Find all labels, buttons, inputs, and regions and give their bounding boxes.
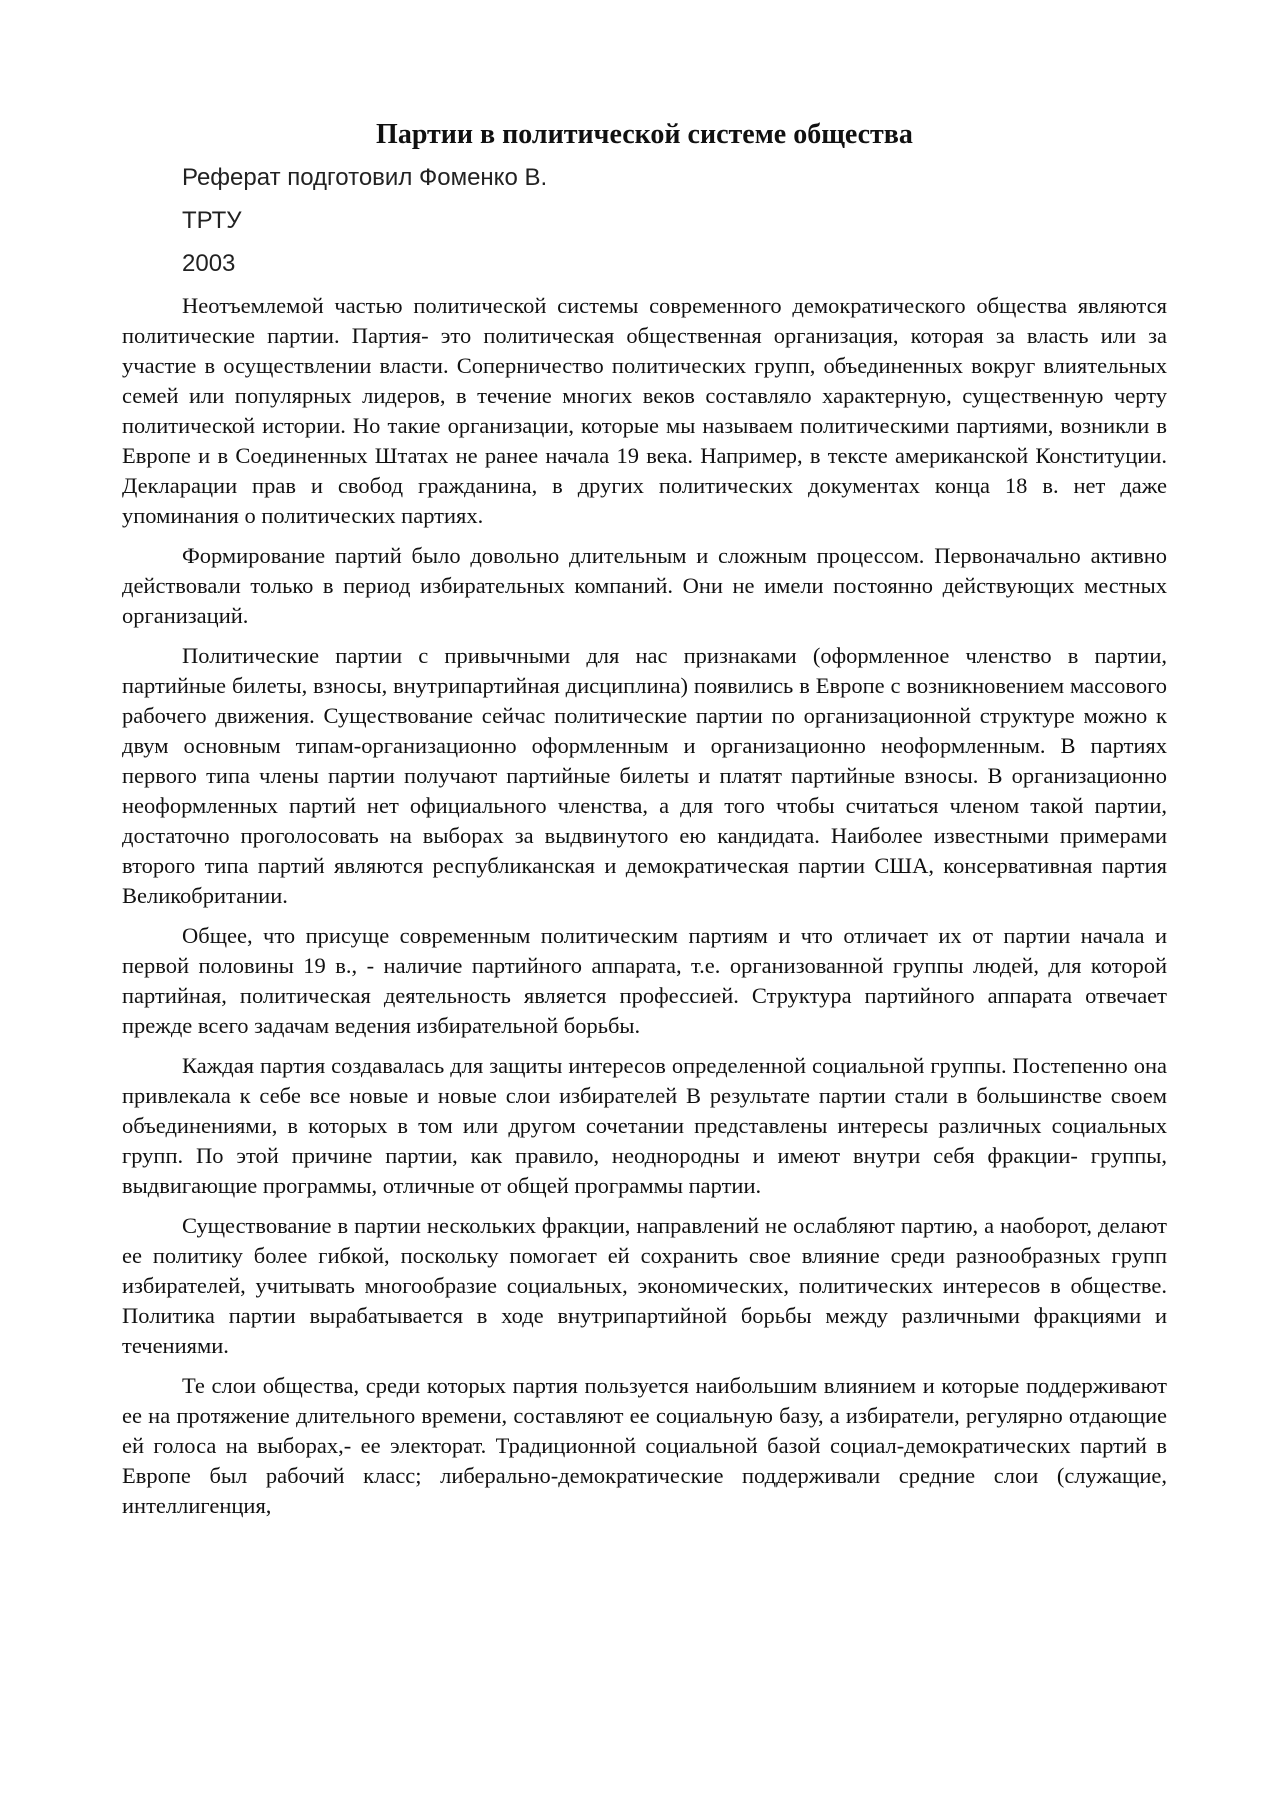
paragraph-7: Те слои общества, среди которых партия пользуется наибольшим влиянием и которые поддерживают ее на протяжение длительного времени, составляют ее социальную базу, а избиратели, регулярно отдающие ей голоса на выборах,- ее электорат. Традиционной социальной базой социал-демократических партий в Европе был рабочий класс; либерально-демократические поддерживали средние слои (служащие, интеллигенция,: [122, 1373, 1167, 1519]
paragraph-3: Политические партии с привычными для нас признаками (оформленное членство в партии, партийные билеты, взносы, внутрипартийная дисциплина) появились в Европе с возникновением массового рабочего движения. Существование сейчас политические партии по организационной структуре можно к двум основным типам-организационно оформленным и организационно неоформленным. В партиях первого типа члены партии получают партийные билеты и платят партийные взносы. В организационно неоформленных партий нет официального членства, а для того чтобы считаться членом такой партии, достаточно проголосовать на выборах за выдвинутого ею кандидата. Наиболее известными примерами второго типа партий являются республиканская и демократическая партии США, консервативная партия Великобритании.: [122, 643, 1167, 909]
author-line: Реферат подготовил Фоменко В.: [182, 163, 548, 191]
year-line: 2003: [182, 250, 236, 278]
paragraph-2: Формирование партий было довольно длительным и сложным процессом. Первоначально активно действовали только в период избирательных компаний. Они не имели постоянно действующих местных организаций.: [122, 543, 1167, 629]
paragraph-1: Неотъемлемой частью политической системы современного демократического общества являются политические партии. Партия- это политическая общественная организация, которая за власть или за участие в осуществлении власти. Соперничество политических групп, объединенных вокруг влиятельных семей или популярных лидеров, в течение многих веков составляло характерную, существенную черту политической истории. Но такие организации, которые мы называем политическими партиями, возникли в Европе и в Соединенных Штатах не ранее начала 19 века. Например, в тексте американской Конституции. Декларации прав и свобод гражданина, в других политических документах конца 18 в. нет даже упоминания о политических партиях.: [122, 293, 1167, 529]
paragraph-5: Каждая партия создавалась для защиты интересов определенной социальной группы. Постепенно она привлекала к себе все новые и новые слои избирателей В результате партии стали в большинстве своем объединениями, в которых в том или другом сочетании представлены интересы различных социальных групп. По этой причине партии, как правило, неоднородны и имеют внутри себя фракции- группы, выдвигающие программы, отличные от общей программы партии.: [122, 1053, 1167, 1199]
paragraph-4: Общее, что присуще современным политическим партиям и что отличает их от партии начала и первой половины 19 в., - наличие партийного аппарата, т.е. организованной группы людей, для которой партийная, политическая деятельность является профессией. Структура партийного аппарата отвечает прежде всего задачам ведения избирательной борьбы.: [122, 923, 1167, 1039]
document-title: Партии в политической системе общества: [376, 119, 913, 150]
institution-line: ТРТУ: [182, 206, 242, 234]
document-body: [122, 116, 1167, 1531]
paragraph-6: Существование в партии нескольких фракции, направлений не ослабляют партию, а наоборот, делают ее политику более гибкой, поскольку помогает ей сохранить свое влияние среди разнообразных групп избирателей, учитывать многообразие социальных, экономических, политических интересов в обществе. Политика партии вырабатывается в ходе внутрипартийной борьбы между различными фракциями и течениями.: [122, 1213, 1167, 1359]
